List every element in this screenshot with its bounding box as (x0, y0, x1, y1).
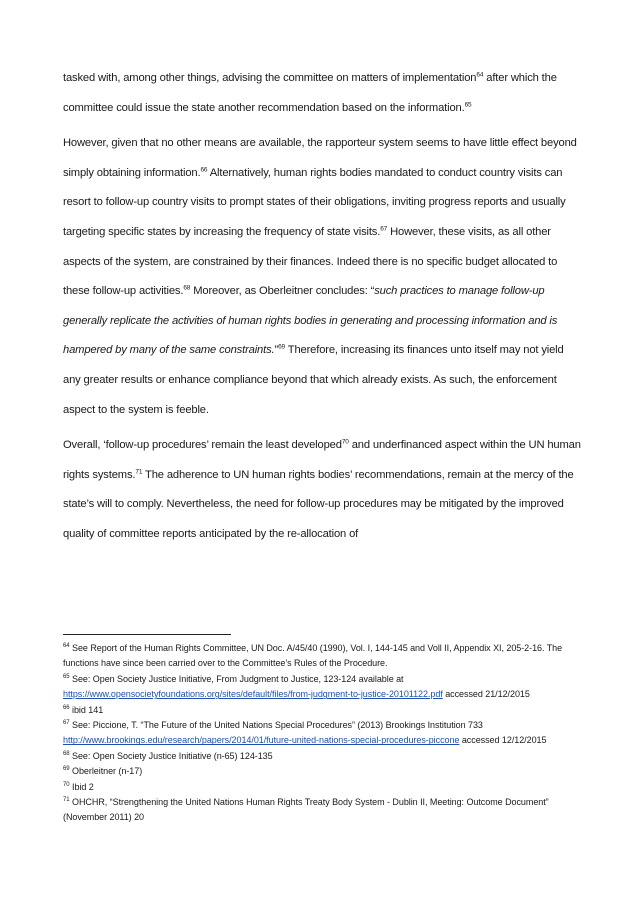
paragraph-1 (63, 64, 583, 123)
text-run: However, given that no other means are available, the rapporteur system seems to have little effect beyond simply obtaining information. (63, 137, 577, 179)
text-run: However, these visits, as all other aspects of the system, are constrained by their finances. Indeed there is no specific budget allocated to these follow-up activities. (63, 225, 558, 298)
footnote-text: Oberleitner (n-17) (69, 766, 143, 777)
footnote-66 (63, 703, 583, 718)
footnote-ref[interactable]: 71 (135, 467, 143, 475)
footnote-link[interactable]: https://www.opensocietyfoundations.org/sites/default/files/from-judgment-to-justice-20101122.pdf (63, 689, 443, 700)
footnote-ref[interactable]: 68 (183, 284, 191, 292)
paragraph-3 (63, 431, 583, 549)
footnote-number: 70 (63, 781, 70, 788)
footnote-ref[interactable]: 69 (278, 343, 286, 351)
footnote-ref[interactable]: 65 (464, 100, 472, 108)
footnote-ref[interactable]: 64 (476, 71, 484, 79)
footnote-number: 68 (63, 750, 70, 757)
paragraph-2 (63, 129, 583, 425)
footnote-69 (63, 764, 583, 779)
footnote-text: ibid 141 (69, 704, 104, 715)
footnote-text: See Report of the Human Rights Committee, UN Doc. A/45/40 (1990), Vol. I, 144-145 and Voll II, Appendix XI, 205-2-16. The functions have since been carried over to the Committee’s Rules of the Procedure. (63, 643, 563, 669)
footnote-70 (63, 780, 583, 795)
text-run: The adherence to UN human rights bodies’ recommendations, remain at the mercy of the state’s will to comply. Nevertheless, the need for follow-up procedures may be mitigated by the improved quality of committee reports anticipated by the re-allocation of (63, 468, 574, 540)
text-run: tasked with, among other things, advising the committee on matters of implementation (63, 72, 477, 84)
footnote-67 (63, 718, 583, 749)
footnote-number: 66 (63, 704, 70, 711)
footnote-ref[interactable]: 67 (380, 225, 388, 233)
quote: such practices to manage follow-up generally replicate the activities of human rights bodies in generating and processing information and is hampered by many of the same constraints. (63, 285, 558, 357)
text-run: ” (274, 344, 279, 357)
text-run: and underfinanced aspect within the UN human rights systems. (63, 439, 581, 481)
footnote-text: accessed 21/12/2015 (442, 689, 530, 700)
footnote-number: 67 (63, 720, 70, 727)
text-run: Moreover, as Oberleitner concludes: “ (190, 285, 375, 298)
footnote-number: 64 (63, 643, 70, 649)
footnote-separator (63, 634, 231, 635)
footnote-text: accessed 12/12/2015 (459, 735, 547, 746)
footnote-link[interactable]: http://www.brookings.edu/research/papers/2014/01/future-united-nations-special-procedures-piccone (63, 735, 460, 746)
footnote-text: Ibid 2 (69, 781, 94, 792)
text-run: after which the committee could issue the state another recommendation based on the information. (63, 72, 557, 114)
body-text (63, 64, 583, 550)
text-run: Alternatively, human rights bodies mandated to conduct country visits can resort to follow-up country visits to prompt states of their obligations, inviting progress reports and usually targeting specific states by increasing the frequency of state visits. (63, 166, 566, 238)
footnote-68 (63, 749, 583, 764)
footnote-ref[interactable]: 70 (341, 438, 349, 446)
footnote-text: See: Piccione, T. “The Future of the United Nations Special Procedures” (2013) Brookings Institution 733 (69, 720, 483, 731)
footnote-ref[interactable]: 66 (200, 166, 208, 174)
footnote-64 (63, 641, 583, 672)
footnote-65 (63, 672, 583, 703)
footnote-71 (63, 795, 583, 826)
footnote-number: 71 (63, 797, 70, 804)
footnote-text: See: Open Society Justice Initiative, From Judgment to Justice, 123-124 available at (69, 673, 404, 684)
text-run: Overall, ‘follow-up procedures’ remain the least developed (63, 439, 342, 452)
text-run: Therefore, increasing its finances unto itself may not yield any greater results or enhance compliance beyond that which already exists. As such, the enforcement aspect to the system is feeble. (63, 344, 564, 416)
footnote-text: OHCHR, “Strengthening the United Nations Human Rights Treaty Body System - Dublin II, Meeting: Outcome Document” (November 2011) 20 (63, 797, 549, 823)
footnote-number: 69 (63, 766, 70, 773)
footnote-number: 65 (63, 673, 70, 680)
footnotes (63, 641, 583, 826)
footnote-text: See: Open Society Justice Initiative (n-65) 124-135 (69, 750, 273, 761)
